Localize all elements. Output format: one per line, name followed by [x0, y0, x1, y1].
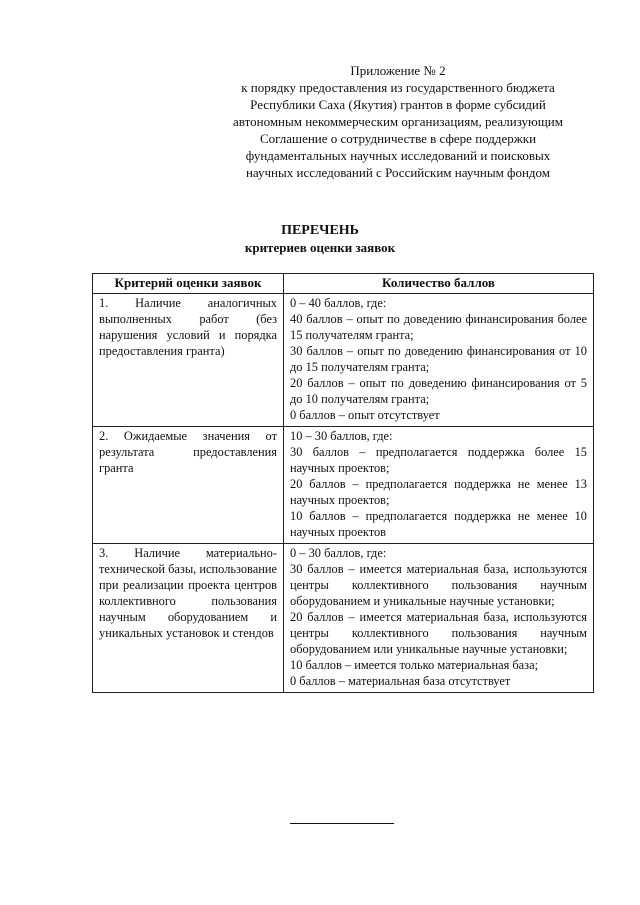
- table-header-row: [93, 274, 594, 294]
- points-line: 30 баллов – предполагается поддержка более 15 научных проектов;: [290, 445, 587, 475]
- points-cell: [284, 544, 594, 693]
- points-line: 0 – 30 баллов, где:: [290, 546, 387, 560]
- points-line: 0 баллов – материальная база отсутствует: [290, 674, 511, 688]
- document-subtitle: критериев оценки заявок: [244, 240, 396, 255]
- criterion-cell: 2. Ожидаемые значения от результата предоставления гранта: [93, 427, 284, 544]
- annex-line: Приложение № 2: [350, 63, 446, 78]
- criteria-table: [92, 273, 594, 693]
- points-line: 10 баллов – предполагается поддержка не менее 10 научных проектов: [290, 509, 587, 539]
- points-cell: [284, 294, 594, 427]
- points-line: 0 – 40 баллов, где:: [290, 296, 387, 310]
- points-line: 40 баллов – опыт по доведению финансирования более 15 получателям гранта;: [290, 312, 587, 342]
- annex-line: фундаментальных научных исследований и поисковых: [245, 148, 551, 163]
- closing-rule: [290, 823, 394, 824]
- criterion-cell: 1. Наличие аналогичных выполненных работ (без нарушения условий и порядка предоставления гранта): [93, 294, 284, 427]
- column-header-criterion: Критерий оценки заявок: [93, 274, 284, 294]
- points-line: 10 баллов – имеется только материальная база;: [290, 658, 539, 672]
- annex-line: Республики Саха (Якутия) грантов в форме субсидий: [250, 97, 546, 112]
- points-line: 0 баллов – опыт отсутствует: [290, 408, 440, 422]
- points-line: 30 баллов – опыт по доведению финансирования от 10 до 15 получателям гранта;: [290, 344, 587, 374]
- table-row: [93, 544, 594, 693]
- table-row: [93, 427, 594, 544]
- table-row: [93, 294, 594, 427]
- points-line: 10 – 30 баллов, где:: [290, 429, 393, 443]
- annex-header: [198, 62, 598, 181]
- criterion-cell: 3. Наличие материально-технической базы, использование при реализации проекта центров коллективного пользования научным оборудованием и уникальных установок и стендов: [93, 544, 284, 693]
- points-line: 20 баллов – предполагается поддержка не менее 13 научных проектов;: [290, 477, 587, 507]
- annex-line: к порядку предоставления из государственного бюджета: [241, 80, 555, 95]
- points-line: 20 баллов – опыт по доведению финансирования от 5 до 10 получателям гранта;: [290, 376, 587, 406]
- annex-line: научных исследований с Российским научным фондом: [245, 165, 551, 180]
- points-line: 20 баллов – имеется материальная база, используются центры коллективного пользования научным оборудованием или уникальные научные установки;: [290, 610, 587, 656]
- annex-line: автономным некоммерческим организациям, реализующим: [233, 114, 563, 129]
- points-cell: [284, 427, 594, 544]
- annex-line: Соглашение о сотрудничестве в сфере поддержки: [259, 131, 537, 146]
- document-title: ПЕРЕЧЕНЬ: [281, 223, 359, 238]
- points-line: 30 баллов – имеется материальная база, используются центры коллективного пользования научным оборудованием и уникальные научные установки;: [290, 562, 587, 608]
- column-header-points: Количество баллов: [284, 274, 594, 294]
